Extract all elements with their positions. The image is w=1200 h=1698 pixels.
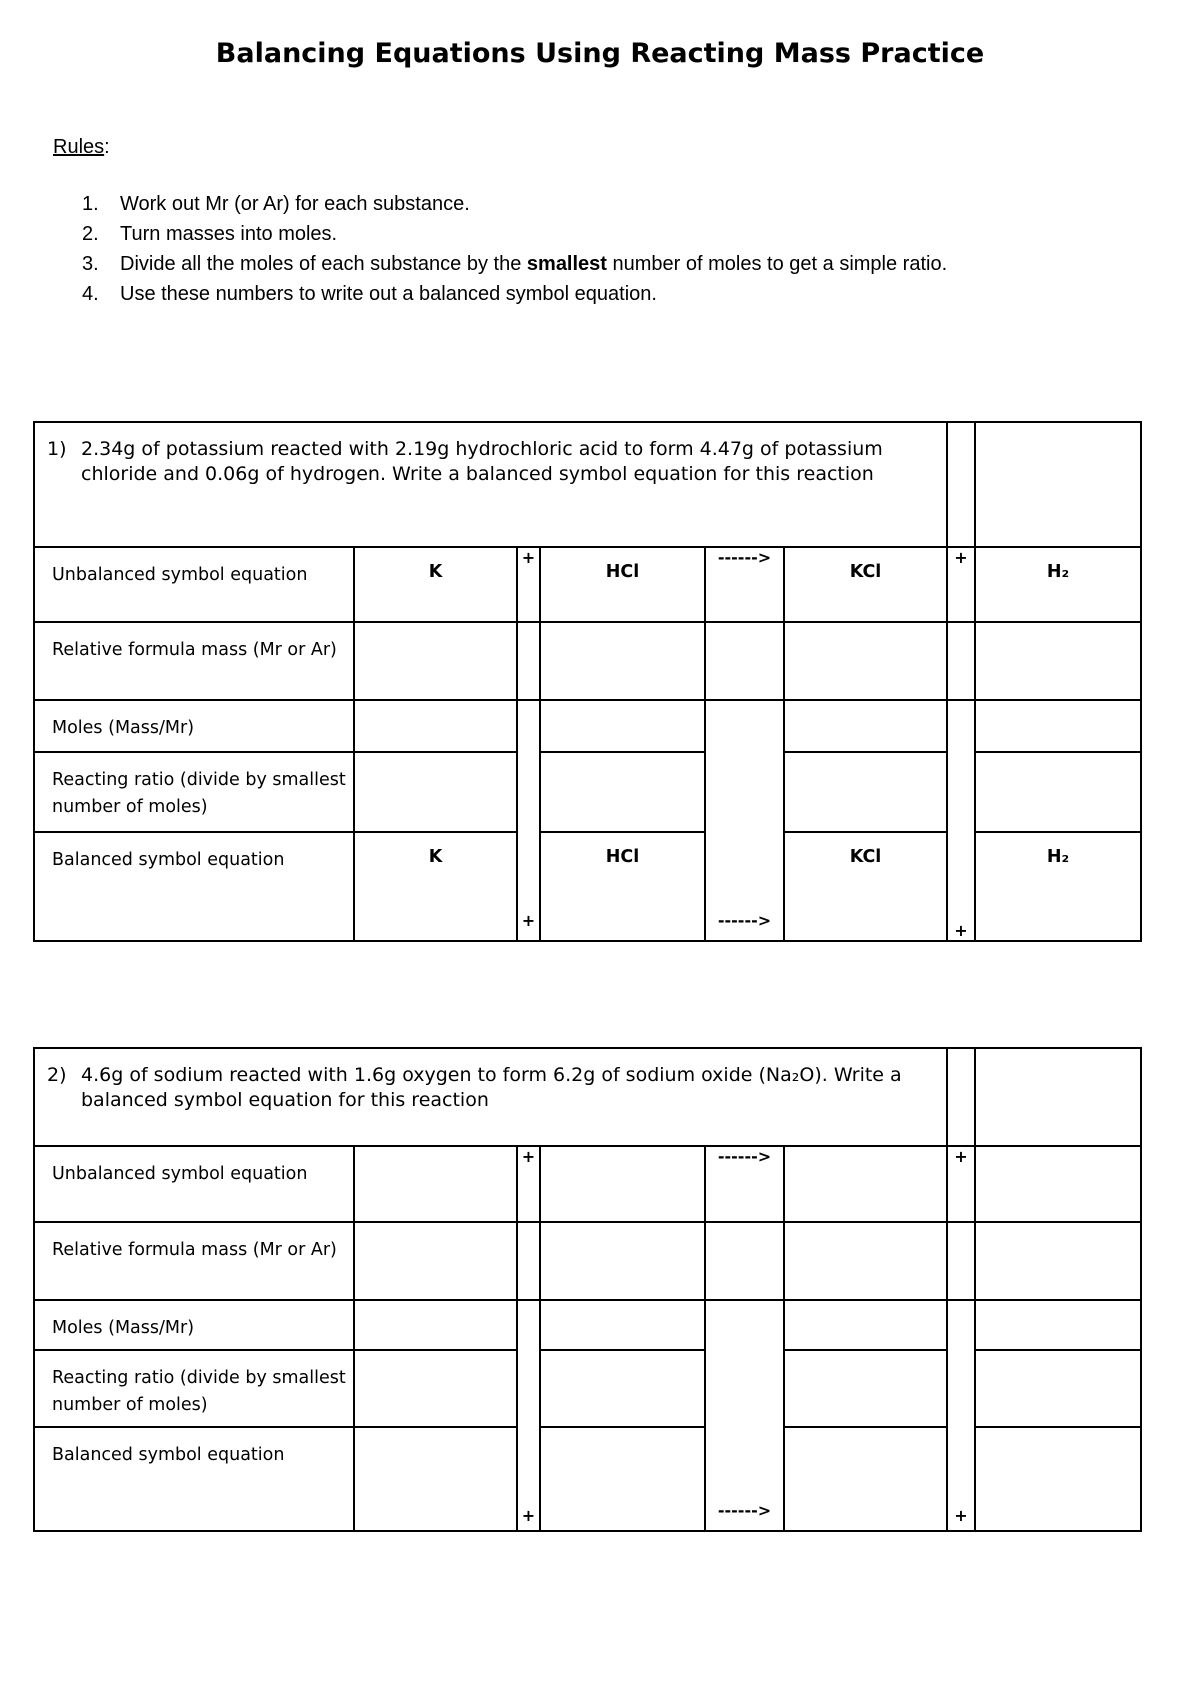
- answer-cell[interactable]: [975, 752, 1141, 832]
- plus-sign: +: [517, 1146, 540, 1222]
- question-number: 2): [47, 1064, 67, 1086]
- row-label-unbalanced: Unbalanced symbol equation: [34, 1146, 354, 1222]
- blank-cell: [947, 622, 975, 700]
- rule-number: 1.: [82, 193, 99, 215]
- answer-cell[interactable]: [354, 700, 517, 752]
- product-2-cell[interactable]: [975, 1146, 1141, 1222]
- answer-cell[interactable]: [705, 1222, 784, 1300]
- answer-cell[interactable]: [784, 752, 947, 832]
- answer-cell[interactable]: [975, 1350, 1141, 1427]
- rule-number: 4.: [82, 283, 99, 305]
- row-label-moles: Moles (Mass/Mr): [34, 1300, 354, 1350]
- row-label-unbalanced: Unbalanced symbol equation: [34, 547, 354, 622]
- question-1-table: [33, 421, 1142, 942]
- plus-sign: +: [947, 547, 975, 622]
- answer-cell[interactable]: [354, 1300, 517, 1350]
- rule-item: [82, 253, 947, 283]
- answer-cell[interactable]: [975, 700, 1141, 752]
- rules-list: [82, 193, 947, 313]
- product-1-cell: KCl: [784, 832, 947, 941]
- question-number: 1): [47, 438, 67, 460]
- answer-cell[interactable]: [975, 1427, 1141, 1531]
- blank-cell[interactable]: [947, 422, 975, 547]
- rule-item: [82, 193, 947, 223]
- answer-cell[interactable]: [784, 1427, 947, 1531]
- answer-cell[interactable]: [975, 1300, 1141, 1350]
- answer-cell[interactable]: [354, 1222, 517, 1300]
- question-text: 2.34g of potassium reacted with 2.19g hydrochloric acid to form 4.47g of potassium chloride and 0.06g of hydrogen. Write a balanced symbol equation for this reaction: [81, 438, 883, 485]
- product-1-cell[interactable]: [784, 1146, 947, 1222]
- rule-text: Work out Mr (or Ar) for each substance.: [120, 193, 470, 215]
- rules-label: Rules: [53, 136, 105, 158]
- rule-number: 2.: [82, 223, 99, 245]
- answer-cell[interactable]: [784, 1350, 947, 1427]
- arrow-sign: ------>: [705, 1300, 784, 1531]
- blank-cell[interactable]: [975, 1048, 1141, 1146]
- row-label-balanced: Balanced symbol equation: [34, 1427, 354, 1531]
- rule-text: Divide all the moles of each substance by the: [120, 253, 527, 275]
- answer-cell[interactable]: [705, 622, 784, 700]
- blank-cell[interactable]: [975, 422, 1141, 547]
- rule-item: [82, 283, 947, 313]
- answer-cell[interactable]: [540, 700, 705, 752]
- answer-cell[interactable]: [540, 1222, 705, 1300]
- blank-cell: [517, 622, 540, 700]
- reactant-2-cell: HCl: [540, 832, 705, 941]
- product-2-cell: H₂: [975, 547, 1141, 622]
- plus-sign: +: [517, 1300, 540, 1531]
- answer-cell[interactable]: [540, 1300, 705, 1350]
- reactant-2-cell[interactable]: [540, 1146, 705, 1222]
- reactant-1-cell: K: [354, 547, 517, 622]
- plus-sign: +: [517, 700, 540, 941]
- answer-cell[interactable]: [540, 1427, 705, 1531]
- answer-cell[interactable]: [784, 700, 947, 752]
- plus-sign: +: [517, 547, 540, 622]
- answer-cell[interactable]: [540, 622, 705, 700]
- arrow-sign: ------>: [705, 1146, 784, 1222]
- row-label-ratio: Reacting ratio (divide by smallest number of moles): [34, 1350, 354, 1427]
- answer-cell[interactable]: [975, 1222, 1141, 1300]
- answer-cell[interactable]: [540, 1350, 705, 1427]
- rule-item: [82, 223, 947, 253]
- reactant-1-cell: K: [354, 832, 517, 941]
- rule-text: Use these numbers to write out a balanced symbol equation.: [120, 283, 657, 305]
- arrow-sign: ------>: [705, 700, 784, 941]
- answer-cell[interactable]: [354, 752, 517, 832]
- question-2-table: [33, 1047, 1142, 1532]
- reactant-1-cell[interactable]: [354, 1146, 517, 1222]
- plus-sign: +: [947, 1300, 975, 1531]
- question-1-prompt: [34, 422, 947, 547]
- blank-cell: [517, 1222, 540, 1300]
- product-2-cell: H₂: [975, 832, 1141, 941]
- rule-text: number of moles to get a simple ratio.: [606, 253, 948, 275]
- plus-sign: +: [947, 1146, 975, 1222]
- row-label-mr: Relative formula mass (Mr or Ar): [34, 622, 354, 700]
- row-label-moles: Moles (Mass/Mr): [34, 700, 354, 752]
- answer-cell[interactable]: [784, 622, 947, 700]
- answer-cell[interactable]: [784, 1300, 947, 1350]
- answer-cell[interactable]: [354, 1350, 517, 1427]
- reactant-2-cell: HCl: [540, 547, 705, 622]
- rules-heading: [53, 136, 110, 159]
- row-label-ratio: Reacting ratio (divide by smallest number of moles): [34, 752, 354, 832]
- arrow-sign: ------>: [705, 547, 784, 622]
- rules-colon: :: [104, 136, 110, 158]
- blank-cell: [947, 1222, 975, 1300]
- question-2-prompt: [34, 1048, 947, 1146]
- answer-cell[interactable]: [354, 1427, 517, 1531]
- question-text: 4.6g of sodium reacted with 1.6g oxygen to form 6.2g of sodium oxide (Na₂O). Write a balanced symbol equation for this reaction: [81, 1064, 902, 1111]
- answer-cell[interactable]: [540, 752, 705, 832]
- rule-number: 3.: [82, 253, 99, 275]
- rule-text: Turn masses into moles.: [120, 223, 338, 245]
- blank-cell[interactable]: [947, 1048, 975, 1146]
- answer-cell[interactable]: [784, 1222, 947, 1300]
- answer-cell[interactable]: [975, 622, 1141, 700]
- row-label-mr: Relative formula mass (Mr or Ar): [34, 1222, 354, 1300]
- plus-sign: +: [947, 700, 975, 941]
- answer-cell[interactable]: [354, 622, 517, 700]
- rule-text-bold: smallest: [526, 253, 607, 275]
- row-label-balanced: Balanced symbol equation: [34, 832, 354, 941]
- product-1-cell: KCl: [784, 547, 947, 622]
- page-title: Balancing Equations Using Reacting Mass Practice: [215, 38, 985, 69]
